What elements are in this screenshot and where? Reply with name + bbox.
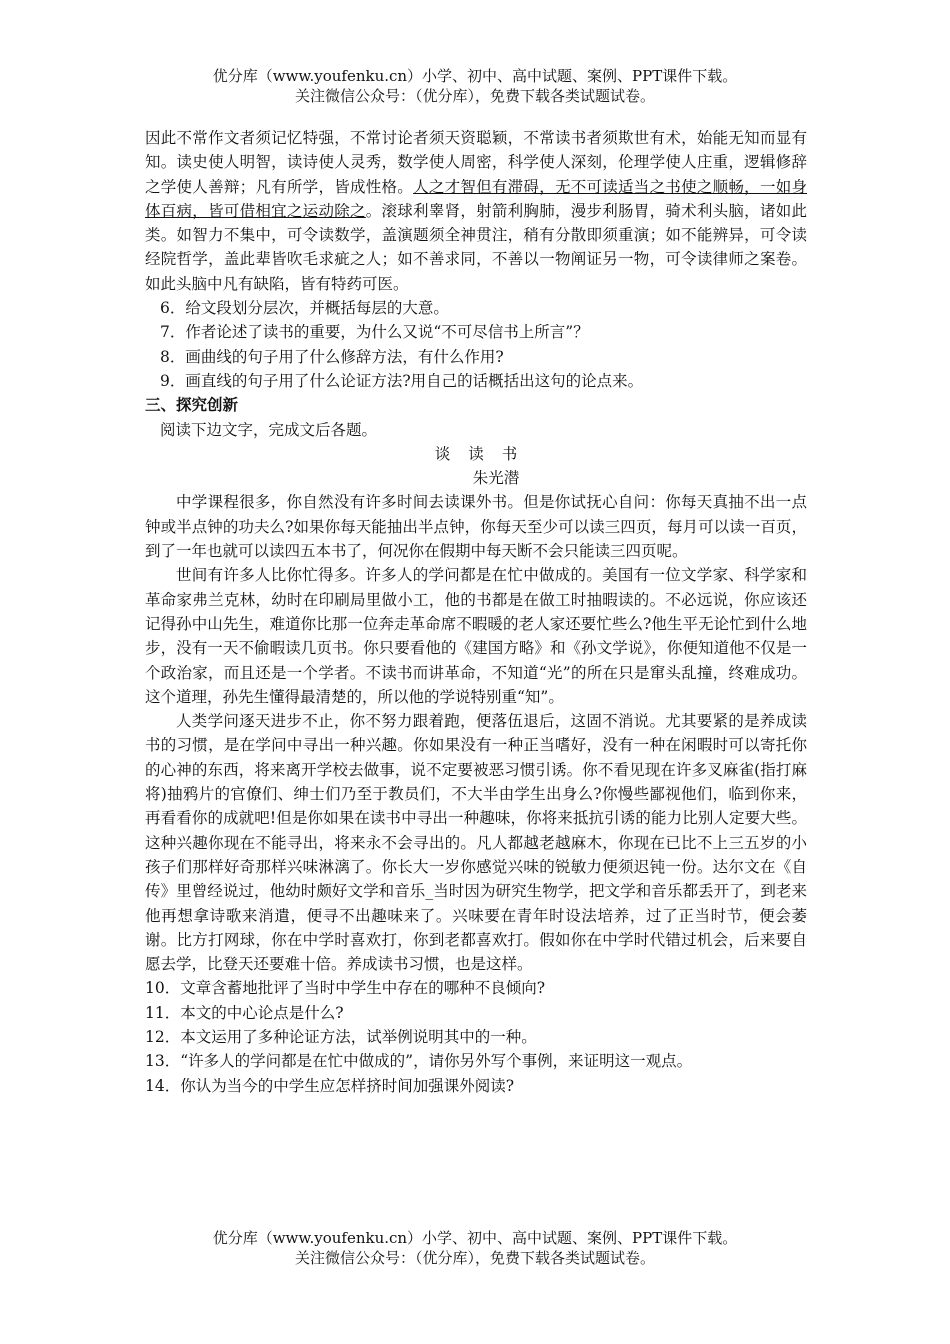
question-13: 13．“许多人的学问都是在忙中做成的”，请你另外写个事例，来证明这一观点。 [145, 1052, 693, 1071]
question-10: 10．文章含蓄地批评了当时中学生中存在的哪种不良倾向? [145, 979, 546, 998]
footer-line-2: 关注微信公众号：（优分库），免费下载各类试题试卷。 [294, 1249, 655, 1267]
header-line-1: 优分库（www.youfenku.cn）小学、初中、高中试题、案例、PPT课件下载。 [212, 67, 738, 85]
header-line-2: 关注微信公众号：（优分库），免费下载各类试题试卷。 [294, 87, 655, 105]
question-7: 7．作者论述了读书的重要，为什么又说“不可尽信书上所言”？ [160, 323, 589, 342]
reading-instruction: 阅读下边文字，完成文后各题。 [160, 420, 378, 439]
article-paragraph-2: 世间有许多人比你忙得多。许多人的学问都是在忙中做成的。美国有一位文学家、科学家和革命家弗兰克林，幼时在印刷局里做小工，他的书都是在做工时抽暇读的。不必远说，你应该还记得孙中山先生，难道你比那一位奔走革命席不暇暖的老人家还要忙些么?他生平无论忙到什么地步，没有一天不偷暇读几页书。你只要看他的《建国方略》和《孙文学说》，你便知道他不仅是一个政治家，而且还是一个学者。不读书而讲革命，不知道“光”的所在只是窜头乱撞，终难成功。这个道理，孙先生懂得最清楚的，所以他的学说特别重“知”。 [145, 566, 807, 706]
question-12: 12．本文运用了多种论证方法，试举例说明其中的一种。 [145, 1027, 537, 1046]
question-8: 8．画曲线的句子用了什么修辞方法，有什么作用? [160, 347, 504, 366]
question-9: 9．画直线的句子用了什么论证方法?用自己的话概括出这句的论点来。 [160, 371, 644, 390]
question-11: 11．本文的中心论点是什么? [145, 1003, 344, 1022]
footer-line-1: 优分库（www.youfenku.cn）小学、初中、高中试题、案例、PPT课件下载。 [212, 1229, 738, 1247]
article-paragraph-1: 中学课程很多，你自然没有许多时间去读课外书。但是你试抚心自问：你每天真抽不出一点钟或半点钟的功夫么?如果你每天能抽出半点钟，你每天至少可以读三四页，每月可以读一百页，到了一年也就可以读四五本书了，何况你在假期中每天断不会只能读三四页呢。 [145, 493, 807, 561]
question-6: 6．给文段划分层次，并概括每层的大意。 [160, 299, 449, 318]
question-14: 14．你认为当今的中学生应怎样挤时间加强课外阅读? [145, 1076, 515, 1095]
passage-text: 因此不常作文者须记忆特强，不常讨论者须天资聪颖，不常读书者须欺世有术，始能无知而显有知。读史使人明智，读诗使人灵秀，数学使人周密，科学使人深刻，伦理学使人庄重，逻辑修辞之学使人善辩；凡有所学，皆成性格。 [145, 129, 807, 196]
article-author: 朱光潜 [472, 469, 520, 488]
passage-paragraph [145, 126, 807, 296]
article-title: 谈读书 [434, 444, 536, 463]
page-header [0, 66, 950, 106]
document-body [145, 126, 807, 1098]
section-heading: 三、探究创新 [145, 395, 239, 415]
passage-text: 。滚球利睾肾，射箭利胸肺，漫步利肠胃，骑术利头脑，诸如此类。如智力不集中，可令读数学，盖演题须全神贯注，稍有分散即须重演；如不能辨异，可令读经院哲学，盖此辈皆吹毛求疵之人；如不善求同，不善以一物阐证另一物，可令读律师之案卷。如此头脑中凡有缺陷，皆有特药可医。 [145, 201, 807, 293]
article-paragraph-3: 人类学问逐天进步不止，你不努力跟着跑，便落伍退后，这固不消说。尤其要紧的是养成读书的习惯，是在学问中寻出一种兴趣。你如果没有一种正当嗜好，没有一种在闲暇时可以寄托你的心神的东西，将来离开学校去做事，说不定要被恶习惯引诱。你不看见现在许多叉麻雀(指打麻将)抽鸦片的官僚们、绅士们乃至于教员们，不大半由学生出身么?你慢些鄙视他们，临到你来，再看看你的成就吧!但是你如果在读书中寻出一种趣味，你将来抵抗引诱的能力比别人定要大些。这种兴趣你现在不能寻出，将来永不会寻出的。凡人都越老越麻木，你现在已比不上三五岁的小孩子们那样好奇那样兴味淋漓了。你长大一岁你感觉兴味的锐敏力便须迟钝一份。达尔文在《自传》里曾经说过，他幼时颇好文学和音乐_当时因为研究生物学，把文学和音乐都丢开了，到老来他再想拿诗歌来消遣，便寻不出趣味来了。兴味要在青年时设法培养，过了正当时节，便会萎谢。比方打网球，你在中学时喜欢打，你到老都喜欢打。假如你在中学时代错过机会，后来要自愿去学，比登天还要难十倍。养成读书习惯，也是这样。 [145, 712, 807, 974]
underlined-sentence: 人之才智但有滞碍，无不可读适当之书使之顺畅，一如身体百病，皆可借相宜之运动除之 [145, 177, 807, 220]
page-footer [0, 1228, 950, 1268]
